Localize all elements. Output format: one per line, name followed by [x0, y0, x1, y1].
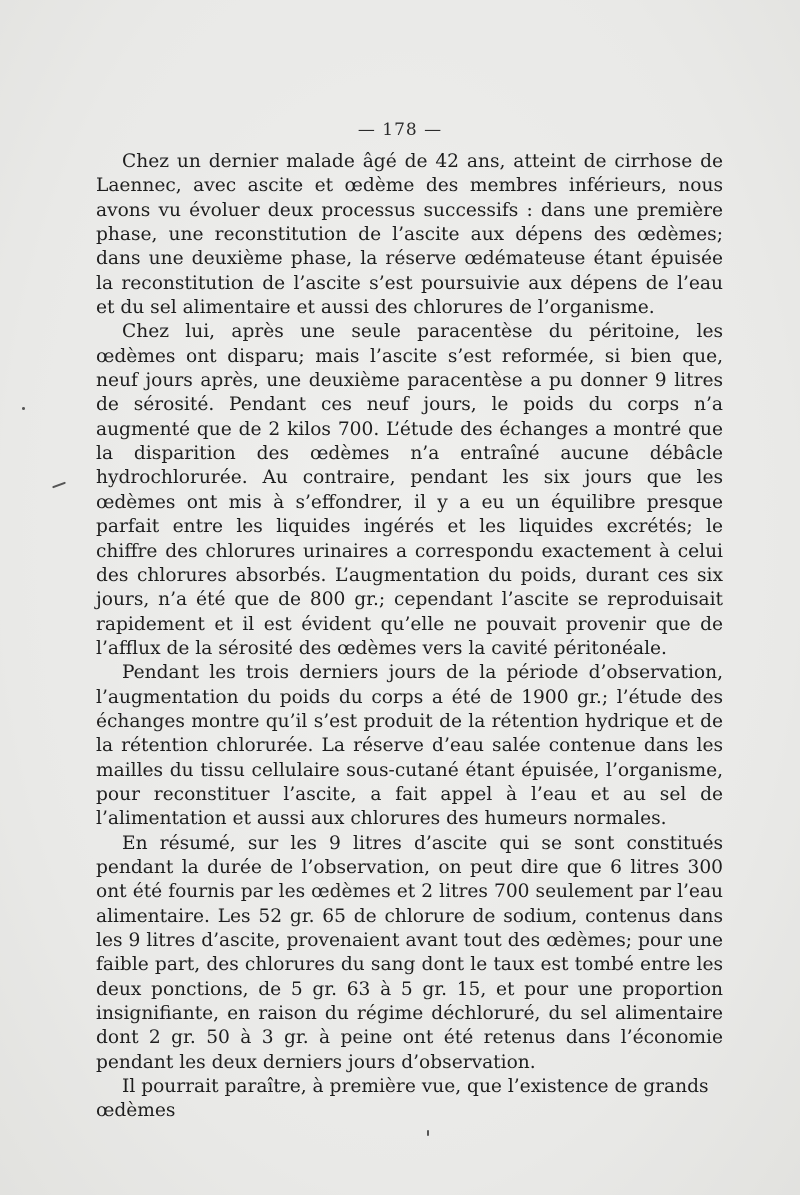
body-text [96, 150, 723, 1124]
paragraph-2: Chez lui, après une seule paracentèse du péritoine, les œdèmes ont disparu; mais l’ascite s’est reformée, si bien que, neuf jours après, une deuxième paracentèse a pu donner 9 litres de sérosité. Pendant ces neuf jours, le poids du corps n’a augmenté que de 2 kilos 700. L’étude des échanges a montré que la disparition des œdèmes n’a entraîné aucune débâcle hydrochlorurée. Au contraire, pendant les six jours que les œdèmes ont mis à s’effondrer, il y a eu un équilibre presque parfait entre les liquides ingérés et les liquides excrétés; le chiffre des chlorures urinaires a correspondu exactement à celui des chlorures absorbés. L’augmentation du poids, durant ces six jours, n’a été que de 800 gr.; cependant l’ascite se reproduisait rapidement et il est évident qu’elle ne pouvait provenir que de l’afflux de la sérosité des œdèmes vers la cavité péritonéale. [96, 321, 723, 659]
paragraph-4: En résumé, sur les 9 litres d’ascite qui se sont constitués pendant la durée de l’observation, on peut dire que 6 litres 300 ont été fournis par les œdèmes et 2 litres 700 seulement par l’eau alimentaire. Les 52 gr. 65 de chlorure de sodium, contenus dans les 9 litres d’ascite, provenaient avant tout des œdèmes; pour une faible part, des chlorures du sang dont le taux est tombé entre les deux ponctions, de 5 gr. 63 à 5 gr. 15, et pour une proportion insignifiante, en raison du régime déchloruré, du sel alimentaire dont 2 gr. 50 à 3 gr. à peine ont été retenus dans l’économie pendant les deux derniers jours d’observation. [96, 832, 723, 1073]
page-number: — 178 — [357, 120, 443, 140]
print-speck [427, 1130, 429, 1136]
print-speck [52, 482, 66, 489]
paragraph-1: Chez un dernier malade âgé de 42 ans, atteint de cirrhose de Laennec, avec ascite et œdème des membres inférieurs, nous avons vu évoluer deux processus successifs : dans une première phase, une reconstitution de l’ascite aux dépens des œdèmes; dans une deuxième phase, la réserve œdémateuse étant épuisée la reconstitution de l’ascite s’est poursuivie aux dépens de l’eau et du sel alimentaire et aussi des chlorures de l’organisme. [96, 151, 723, 319]
print-speck [22, 407, 25, 410]
paragraph-3: Pendant les trois derniers jours de la période d’observation, l’augmentation du poids du corps a été de 1900 gr.; l’étude des échanges montre qu’il s’est produit de la rétention hydrique et de la rétention chlorurée. La réserve d’eau salée contenue dans les mailles du tissu cellulaire sous-cutané étant épuisée, l’organisme, pour reconstituer l’ascite, a fait appel à l’eau et au sel de l’alimentation et aussi aux chlorures des humeurs normales. [96, 662, 723, 830]
paragraph-5: Il pourrait paraître, à première vue, que l’existence de grands œdèmes [96, 1076, 709, 1122]
